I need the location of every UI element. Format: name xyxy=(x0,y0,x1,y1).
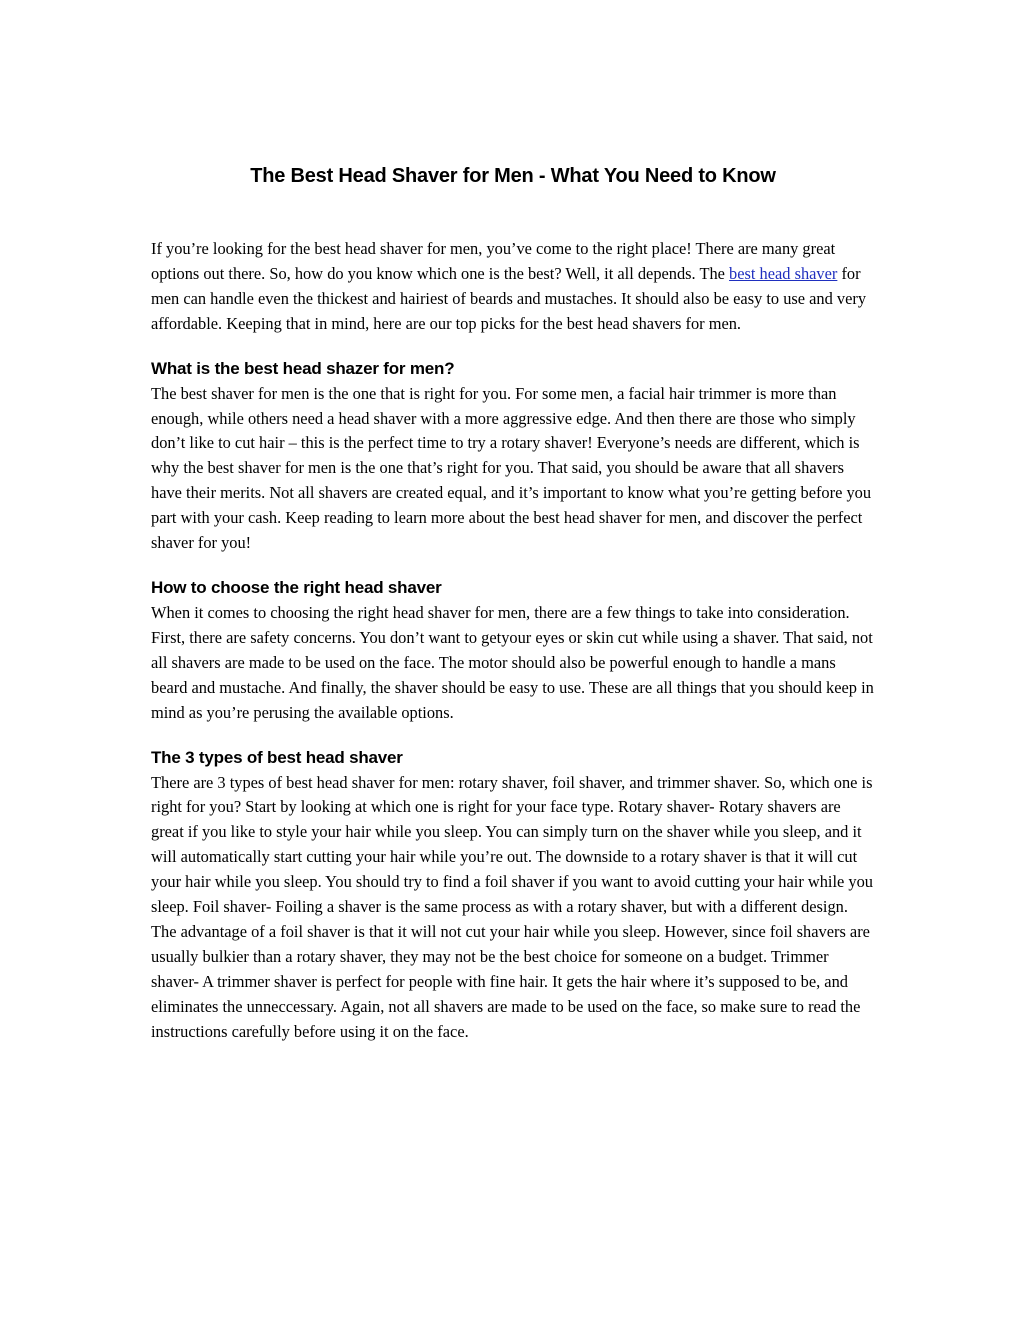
document-content xyxy=(151,160,875,1044)
section-body: There are 3 types of best head shaver for men: rotary shaver, foil shaver, and trimmer shaver. So, which one is right for you? Start by looking at which one is right for your face type. Rotary shaver- Rotary shavers are great if you like to style your hair while you sleep. You can simply turn on the shaver while you sleep, and it will automatically start cutting your hair while you’re out. The downside to a rotary shaver is that it will cut your hair while you sleep. You should try to find a foil shaver if you want to avoid cutting your hair while you sleep. Foil shaver- Foiling a shaver is the same process as with a rotary shaver, but with a different design. The advantage of a foil shaver is that it will not cut your hair while you sleep. However, since foil shavers are usually bulkier than a rotary shaver, they may not be the best choice for someone on a budget. Trimmer shaver- A trimmer shaver is perfect for people with fine hair. It gets the hair where it’s supposed to be, and eliminates the unneccessary. Again, not all shavers are made to be used on the face, so make sure to read the instructions carefully before using it on the face. xyxy=(151,772,873,1041)
intro-text-after-link: for men can handle even the thickest and hairiest of beards and mustaches. It should also be easy to use and very affordable. Keeping that in mind, here are our top picks for the best head shavers for men. xyxy=(151,263,867,333)
section-body: When it comes to choosing the right head shaver for men, there are a few things to take into consideration. First, there are safety concerns. You don’t want to getyour eyes or skin cut while using a shaver. That said, not all shavers are made to be used on the face. The motor should also be powerful enough to handle a mans beard and mustache. And finally, the shaver should be easy to use. These are all things that you should keep in mind as you’re perusing the available options. xyxy=(151,602,874,722)
section-heading: What is the best head shazer for men? xyxy=(151,358,455,378)
section-how-to-choose xyxy=(151,576,875,726)
section-body: The best shaver for men is the one that is right for you. For some men, a facial hair trimmer is more than enough, while others need a head shaver with a more aggressive edge. And then there are those who simply don’t like to cut hair – this is the perfect time to try a rotary shaver! Everyone’s needs are different, which is why the best shaver for men is the one that’s right for you. That said, you should be aware that all shavers have their merits. Not all shavers are created equal, and it’s important to know what you’re getting before you part with your cash. Keep reading to learn more about the best head shaver for men, and discover the perfect shaver for you! xyxy=(151,383,872,553)
document-title: The Best Head Shaver for Men - What You Need to Know xyxy=(250,165,776,187)
section-heading: The 3 types of best head shaver xyxy=(151,747,403,767)
section-heading: How to choose the right head shaver xyxy=(151,577,442,597)
section-what-is-best xyxy=(151,357,875,556)
section-three-types xyxy=(151,746,875,1045)
best-head-shaver-link[interactable]: best head shaver xyxy=(729,263,838,283)
intro-text-before-link: If you’re looking for the best head shaver for men, you’ve come to the right place! There are many great options out there. So, how do you know which one is the best? Well, it all depends. The xyxy=(151,239,836,283)
intro-paragraph xyxy=(151,237,875,337)
